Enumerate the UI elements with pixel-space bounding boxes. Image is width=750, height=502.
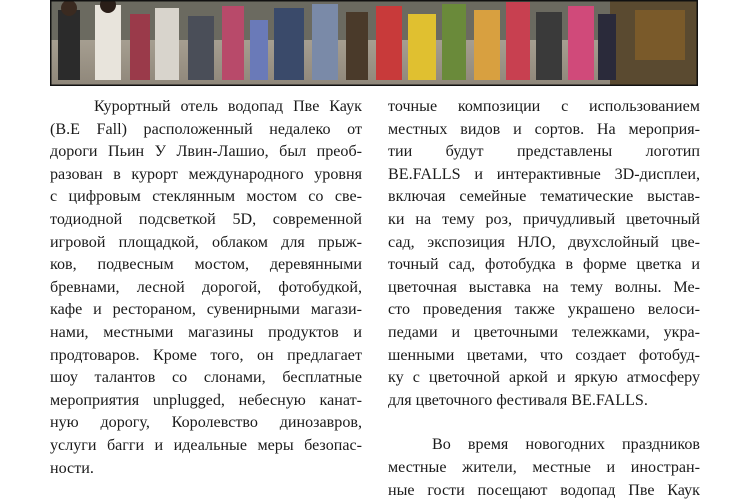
crowd-photo-icon: [50, 0, 698, 86]
left-line-12: продтоваров. Кроме того, он предлагает: [50, 345, 362, 368]
paragraph-gap: [388, 412, 700, 434]
left-line-8: ков, подвесным мостом, деревянными: [50, 254, 362, 277]
left-line-9: бревнами, лесной дорогой, фотобудкой,: [50, 277, 362, 300]
left-line-16: услуги багги и идеальные меры безопас-: [50, 435, 362, 458]
left-line-15: ную дорогу, Королевство динозавров,: [50, 412, 362, 435]
left-line-1: Курортный отель водопад Пве Каук: [50, 96, 362, 119]
festival-crowd-photo: [50, 0, 698, 86]
right-line-15: Во время новогодних праздников: [388, 434, 700, 457]
left-line-11: нами, местными магазины продуктов и: [50, 322, 362, 345]
left-line-14: мероприятия unplugged, небесную канат-: [50, 390, 362, 413]
right-line-16: местные жители, местные и иностран-: [388, 457, 700, 480]
right-line-10: сто проведения также украшено велоси-: [388, 299, 700, 322]
right-line-11: педами и цветочными тележками, укра-: [388, 322, 700, 345]
right-line-9: цветочная выставка на тему волны. Ме-: [388, 277, 700, 300]
right-line-12: шенными цветами, что создает фотобуд-: [388, 345, 700, 368]
left-line-13: шоу талантов со слонами, бесплатные: [50, 367, 362, 390]
left-line-5: с цифровым стеклянным мостом со све-: [50, 186, 362, 209]
right-line-1: точные композиции с использованием: [388, 96, 700, 119]
left-line-2: (B.E Fall) расположенный недалеко от: [50, 119, 362, 142]
right-line-2: местных видов и сортов. На мероприя-: [388, 119, 700, 142]
right-line-7: сад, экспозиция НЛО, двухслойный цве-: [388, 232, 700, 255]
left-column: [50, 96, 362, 480]
right-line-6: ки на тему роз, причудливый цветочный: [388, 209, 700, 232]
right-line-17: ные гости посещают водопад Пве Каук: [388, 480, 700, 502]
left-line-3: дороги Пьин У Лвин-Лашио, был преоб-: [50, 141, 362, 164]
right-line-13: ку с цветочной аркой и яркую атмосферу: [388, 367, 700, 390]
right-line-8: точный сад, фотобудка в форме цветка и: [388, 254, 700, 277]
right-line-3: тии будут представлены логотип: [388, 141, 700, 164]
right-line-5: включая семейные тематические выстав-: [388, 186, 700, 209]
right-line-14: для цветочного фестиваля BE.FALLS.: [388, 390, 700, 413]
left-line-10: кафе и рестораном, сувенирными магази-: [50, 299, 362, 322]
left-line-4: разован в курорт международного уровня: [50, 164, 362, 187]
left-line-7: игровой площадкой, облаком для прыж-: [50, 232, 362, 255]
left-line-6: тодиодной подсветкой 5D, современной: [50, 209, 362, 232]
right-column: [388, 96, 700, 502]
left-line-17: ности.: [50, 458, 362, 481]
right-line-4: BE.FALLS и интерактивные 3D-дисплеи,: [388, 164, 700, 187]
